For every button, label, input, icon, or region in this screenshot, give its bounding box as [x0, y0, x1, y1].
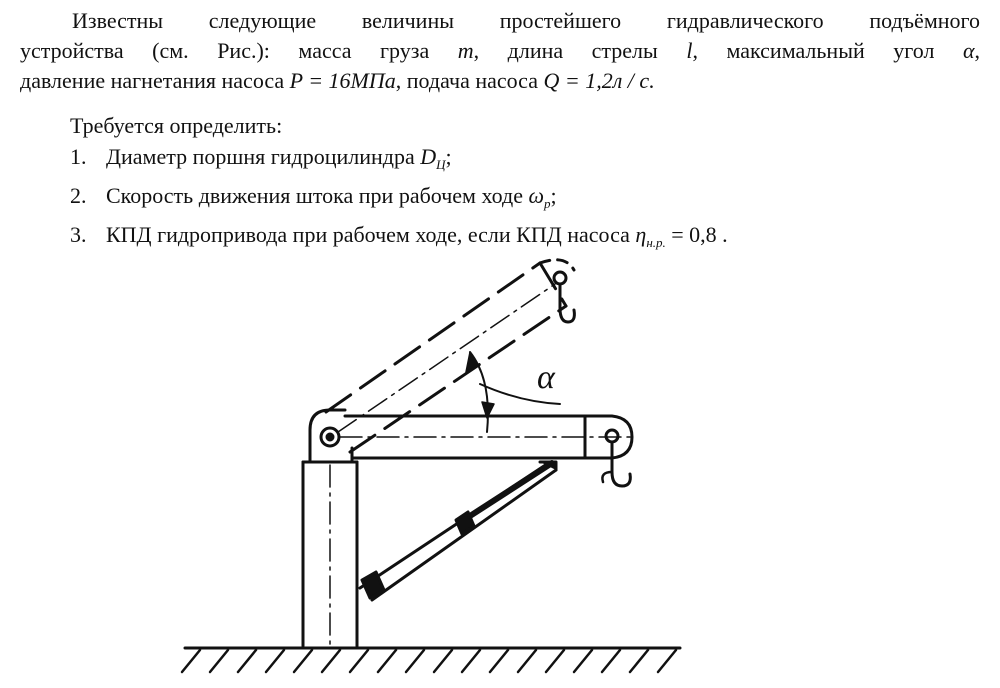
text-segment: , подача насоса	[395, 68, 538, 93]
hydraulic-cylinder	[360, 462, 556, 600]
diameter-symbol: D	[420, 144, 437, 169]
length-symbol: l	[686, 38, 693, 63]
item-number: 1.	[70, 144, 87, 169]
item-tail: = 0,8 .	[665, 222, 728, 247]
speed-symbol: ω	[528, 183, 545, 208]
angle-label: α	[537, 359, 555, 396]
item-tail: ;	[550, 183, 557, 208]
raised-hook-icon	[560, 284, 574, 322]
ground-hatching	[182, 650, 676, 672]
mass-symbol: m	[457, 38, 474, 63]
flow-formula: Q = 1,2л / с.	[543, 68, 655, 93]
item-text: КПД гидропривода при рабочем ходе, если КПД насоса	[106, 222, 630, 247]
item-tail: ;	[445, 144, 452, 169]
item-text: Скорость движения штока при рабочем ходе	[106, 183, 523, 208]
text-segment: ,	[974, 38, 981, 63]
crane-column	[303, 462, 357, 646]
boom-raised-tip	[540, 260, 574, 270]
item-number: 3.	[70, 222, 87, 247]
subscript: н.р.	[646, 235, 666, 250]
boom-raised-axis	[338, 284, 555, 432]
text-segment: , длина стрелы	[473, 38, 658, 63]
text-segment: давление нагнетания насоса	[20, 68, 285, 93]
subscript: Ц	[436, 157, 446, 172]
subscript: p	[544, 196, 551, 211]
pressure-formula: P = 16МПа	[289, 68, 396, 93]
angle-symbol: α	[962, 38, 975, 63]
item-number: 2.	[70, 183, 87, 208]
text-segment: , максимальный угол	[692, 38, 935, 63]
requirement-heading: Требуется определить:	[70, 113, 283, 138]
paragraph-line-1: Известны следующие величины простейшего гидравлического подъёмного	[72, 8, 980, 33]
raised-hook-pin	[554, 272, 566, 284]
text-segment: устройства (см. Рис.): масса груза	[20, 38, 430, 63]
angle-arrow-top	[466, 352, 478, 372]
efficiency-symbol: η	[635, 222, 647, 247]
boom-horizontal	[340, 416, 632, 458]
item-text: Диаметр поршня гидроцилиндра	[106, 144, 415, 169]
